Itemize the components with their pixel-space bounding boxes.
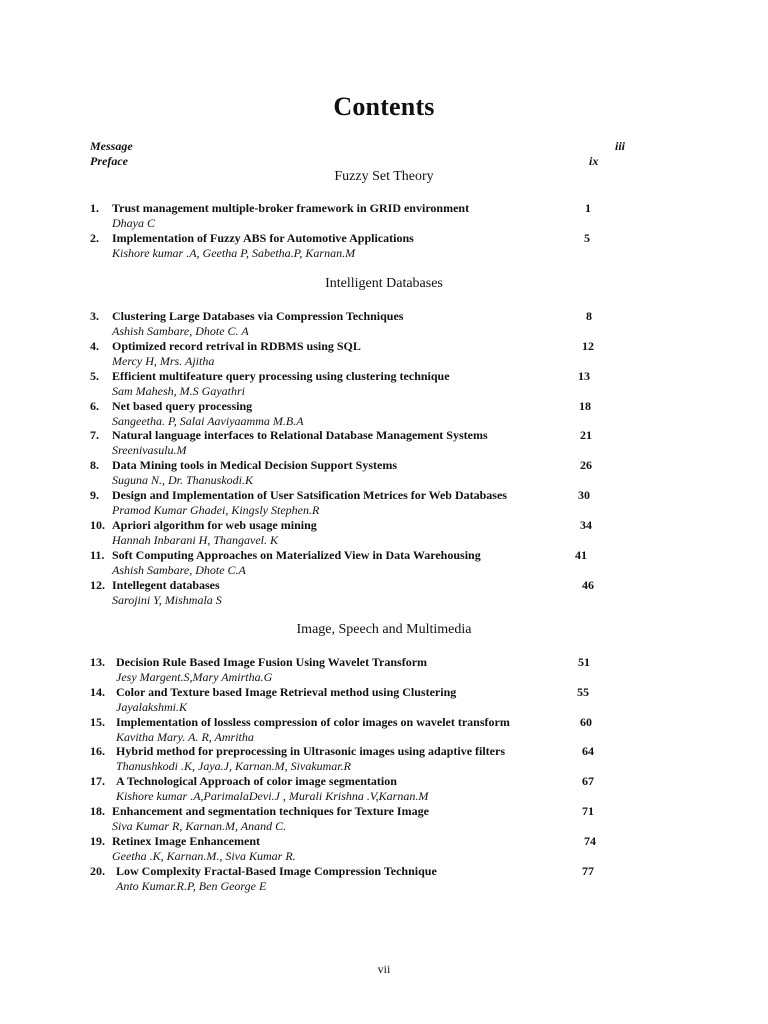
entry-authors: Anto Kumar.R.P, Ben George E: [116, 879, 267, 893]
entry-number: 10.: [90, 518, 105, 532]
entry-page: 55: [577, 685, 589, 699]
entry-authors: Ashish Sambare, Dhote C.A: [112, 563, 246, 577]
entry-page: 71: [582, 804, 594, 818]
toc-entry: [90, 201, 630, 231]
entry-authors: Siva Kumar R, Karnan.M, Anand C.: [112, 819, 287, 833]
entry-title: Optimized record retrival in RDBMS using SQL: [112, 339, 361, 353]
entry-number: 8.: [90, 458, 99, 472]
entry-title: Efficient multifeature query processing using clustering technique: [112, 369, 450, 383]
entry-authors: Thanushkodi .K, Jaya.J, Karnan.M, Sivakumar.R: [116, 759, 351, 773]
section-heading: Fuzzy Set Theory: [334, 169, 434, 184]
entry-authors: Sreenivasulu.M: [112, 443, 187, 457]
entry-number: 7.: [90, 428, 99, 442]
entry-authors: Geetha .K, Karnan.M., Siva Kumar R.: [112, 849, 296, 863]
entry-number: 16.: [90, 744, 105, 758]
entry-number: 2.: [90, 231, 99, 245]
toc-entry: [90, 685, 630, 715]
entry-page: 26: [580, 458, 592, 472]
front-matter-label-preface: Preface: [90, 154, 128, 168]
entry-authors: Sam Mahesh, M.S Gayathri: [112, 384, 245, 398]
toc-entry: [90, 715, 630, 745]
toc-entry: [90, 231, 630, 261]
entry-page: 34: [580, 518, 592, 532]
entry-number: 6.: [90, 399, 99, 413]
entry-page: 8: [586, 309, 592, 323]
entry-title: Data Mining tools in Medical Decision Support Systems: [112, 458, 398, 472]
entry-title: Enhancement and segmentation techniques for Texture Image: [112, 804, 429, 818]
entry-title: Apriori algorithm for web usage mining: [112, 518, 317, 532]
entry-authors: Dhaya C: [112, 216, 155, 230]
entry-title: A Technological Approach of color image segmentation: [116, 774, 397, 788]
toc-entry: [90, 399, 630, 429]
entry-title: Decision Rule Based Image Fusion Using Wavelet Transform: [116, 655, 428, 669]
entry-title: Intellegent databases: [112, 578, 220, 592]
entry-page: 67: [582, 774, 594, 788]
entry-number: 13.: [90, 655, 105, 669]
entry-page: 74: [584, 834, 596, 848]
entry-page: 18: [579, 399, 591, 413]
entry-authors: Suguna N., Dr. Thanuskodi.K: [112, 473, 254, 487]
entry-number: 9.: [90, 488, 99, 502]
toc-entry: [90, 834, 630, 864]
toc-entry: [90, 339, 630, 369]
entry-authors: Hannah Inbarani H, Thangavel. K: [112, 533, 278, 547]
entry-page: 41: [575, 548, 587, 562]
entry-authors: Jesy Margent.S,Mary Amirtha.G: [116, 670, 273, 684]
page-number: vii: [377, 962, 391, 976]
entry-title: Implementation of lossless compression of color images on wavelet transform: [116, 715, 510, 729]
entry-number: 12.: [90, 578, 105, 592]
entry-number: 3.: [90, 309, 99, 323]
toc-entry: [90, 804, 630, 834]
entry-title: Trust management multiple-broker framework in GRID environment: [112, 201, 470, 215]
entry-authors: Kavitha Mary. A. R, Amritha: [116, 730, 254, 744]
front-matter-page-message: iii: [615, 139, 626, 153]
toc-entry: [90, 774, 630, 804]
toc-entry: [90, 578, 630, 608]
entry-page: 13: [578, 369, 590, 383]
entry-title: Soft Computing Approaches on Materialized View in Data Warehousing: [112, 548, 481, 562]
entry-authors: Sangeetha. P, Salai Aaviyaamma M.B.A: [112, 414, 304, 428]
entry-page: 64: [582, 744, 594, 758]
entry-number: 14.: [90, 685, 105, 699]
toc-entry: [90, 458, 630, 488]
entry-page: 77: [582, 864, 594, 878]
toc-entry: [90, 369, 630, 399]
entry-authors: Pramod Kumar Ghadei, Kingsly Stephen.R: [112, 503, 320, 517]
entry-page: 46: [582, 578, 594, 592]
entry-title: Design and Implementation of User Satsification Metrices for Web Databases: [112, 488, 507, 502]
toc-entry: [90, 428, 630, 458]
entry-number: 15.: [90, 715, 105, 729]
toc-entry: [90, 488, 630, 518]
entry-number: 19.: [90, 834, 105, 848]
entry-title: Clustering Large Databases via Compression Techniques: [112, 309, 404, 323]
entry-page: 30: [578, 488, 590, 502]
entry-number: 11.: [90, 548, 105, 562]
entry-number: 4.: [90, 339, 99, 353]
entry-authors: Sarojini Y, Mishmala S: [112, 593, 222, 607]
entry-page: 21: [580, 428, 592, 442]
entry-number: 17.: [90, 774, 105, 788]
entry-page: 12: [582, 339, 594, 353]
toc-entry: [90, 655, 630, 685]
entry-number: 5.: [90, 369, 99, 383]
entry-title: Natural language interfaces to Relational Database Management Systems: [112, 428, 488, 442]
toc-entry: [90, 548, 630, 578]
toc-entry: [90, 518, 630, 548]
entry-authors: Kishore kumar .A, Geetha P, Sabetha.P, Karnan.M: [112, 246, 356, 260]
entry-page: 1: [585, 201, 591, 215]
entry-page: 60: [580, 715, 592, 729]
front-matter-page-preface: ix: [589, 154, 599, 168]
entry-title: Retinex Image Enhancement: [112, 834, 260, 848]
section-heading: Image, Speech and Multimedia: [296, 622, 472, 637]
front-matter-label-message: Message: [90, 139, 133, 153]
entry-authors: Ashish Sambare, Dhote C. A: [112, 324, 249, 338]
entry-title: Color and Texture based Image Retrieval method using Clustering: [116, 685, 457, 699]
entry-number: 18.: [90, 804, 105, 818]
entry-title: Implementation of Fuzzy ABS for Automotive Applications: [112, 231, 414, 245]
entry-title: Low Complexity Fractal-Based Image Compression Technique: [116, 864, 437, 878]
toc-entry: [90, 864, 630, 894]
section-heading: Intelligent Databases: [325, 276, 443, 291]
entry-authors: Jayalakshmi.K: [116, 700, 187, 714]
toc-entry: [90, 744, 630, 774]
page-title: Contents: [333, 92, 435, 121]
entry-page: 51: [578, 655, 590, 669]
entry-number: 1.: [90, 201, 99, 215]
entry-number: 20.: [90, 864, 105, 878]
entry-page: 5: [584, 231, 590, 245]
entry-authors: Mercy H, Mrs. Ajitha: [112, 354, 215, 368]
entry-title: Hybrid method for preprocessing in Ultrasonic images using adaptive filters: [116, 744, 506, 758]
toc-entry: [90, 309, 630, 339]
entry-authors: Kishore kumar .A,ParimalaDevi.J , Murali Krishna .V,Karnan.M: [116, 789, 429, 803]
entry-title: Net based query processing: [112, 399, 253, 413]
